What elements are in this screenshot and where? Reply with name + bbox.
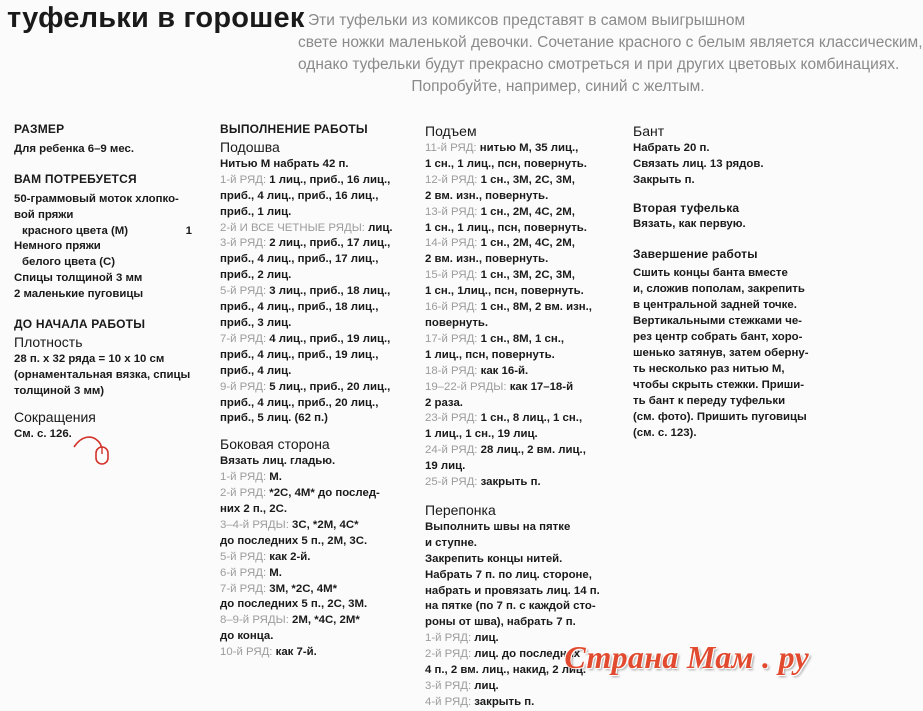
row-text: 5 лиц., приб., 20 лиц., xyxy=(266,380,391,393)
lift-line xyxy=(425,332,615,348)
lift-line xyxy=(425,364,615,380)
row-text: 1 лиц., 1 сн., 19 лиц. xyxy=(425,428,538,441)
row-label: 7-й РЯД: xyxy=(220,582,267,595)
lift-line xyxy=(425,252,615,268)
row-text: приб., 5 лиц. (62 п.) xyxy=(220,412,328,425)
side-line xyxy=(220,470,416,486)
side-instructions xyxy=(220,454,416,661)
sole-line xyxy=(220,268,416,284)
finishing-line: в центральной задней точке. xyxy=(633,299,797,312)
sole-subheading: Подошва xyxy=(220,138,280,155)
materials-line: 2 маленькие пуговицы xyxy=(14,288,144,301)
size-heading: РАЗМЕР xyxy=(14,122,65,136)
row-label: 17-й РЯД: xyxy=(425,332,478,345)
lift-line xyxy=(425,411,615,427)
row-text: 1 сн., 1 лиц., псн, повернуть. xyxy=(425,221,587,234)
lift-line xyxy=(425,236,615,252)
density-subheading: Плотность xyxy=(14,333,83,350)
row-text: приб., 1 лиц. xyxy=(220,205,292,218)
work-heading: ВЫПОЛНЕНИЕ РАБОТЫ xyxy=(220,122,368,136)
sole-line xyxy=(220,221,416,237)
materials-yarn-red: красного цвета (М) xyxy=(22,224,129,237)
lift-line xyxy=(425,157,615,173)
row-text: лиц. xyxy=(471,632,499,645)
row-text: 1 сн., 1лиц., псн, повернуть. xyxy=(425,285,584,298)
second-shoe-heading: Вторая туфелька xyxy=(633,200,740,215)
strap-line xyxy=(425,520,615,536)
row-label: 2-й РЯД: xyxy=(220,487,267,500)
strap-line xyxy=(425,568,615,584)
side-line xyxy=(220,613,416,629)
row-text: приб., 3 лиц. xyxy=(220,316,292,329)
row-text: и ступне. xyxy=(425,536,477,549)
row-label: 23-й РЯД: xyxy=(425,412,478,425)
strap-line xyxy=(425,536,615,552)
lift-line xyxy=(425,427,615,443)
row-text: 1 сн., 3М, 2С, 3М, xyxy=(477,173,575,186)
row-text: как 16-й. xyxy=(477,364,529,377)
row-label: 16-й РЯД: xyxy=(425,301,478,314)
row-label: 13-й РЯД: xyxy=(425,205,478,218)
lift-instructions xyxy=(425,141,615,491)
side-line xyxy=(220,566,416,582)
finishing-heading: Завершение работы xyxy=(633,246,758,261)
lift-line xyxy=(425,475,615,491)
strap-line xyxy=(425,615,615,631)
side-line xyxy=(220,645,416,661)
finishing-line: рез центр собрать бант, хоро- xyxy=(633,331,803,344)
row-label: 6-й РЯД: xyxy=(220,566,267,579)
row-text: приб., 2 лиц. xyxy=(220,269,292,282)
density-line: (орнаментальная вязка, спицы xyxy=(14,368,191,381)
lift-line xyxy=(425,173,615,189)
row-text: Выполнить швы на пятке xyxy=(425,520,571,533)
row-label: 18-й РЯД: xyxy=(425,364,478,377)
row-text: приб., 4 лиц., приб., 18 лиц., xyxy=(220,301,379,314)
row-text: М. xyxy=(266,471,282,484)
lift-line xyxy=(425,205,615,221)
finishing-line: и, сложив пополам, закрепить xyxy=(633,283,805,296)
sole-line xyxy=(220,205,416,221)
row-text: лиц. до последних xyxy=(471,648,581,661)
lift-line xyxy=(425,396,615,412)
lift-line xyxy=(425,141,615,157)
row-text: 1 сн., 2М, 4С, 2М, xyxy=(477,205,575,218)
row-text: 1 сн., 8 лиц., 1 сн., xyxy=(477,412,583,425)
finishing-line: Сшить концы банта вместе xyxy=(633,267,788,280)
sole-line xyxy=(220,364,416,380)
materials-line xyxy=(14,224,192,240)
row-text: на пятке (по 7 п. с каждой сто- xyxy=(425,600,596,613)
row-text: до последних 5 п., 2С, 3М. xyxy=(220,598,368,611)
row-text: как 2-й. xyxy=(266,550,311,563)
finishing-line: чтобы скрыть стежки. Приши- xyxy=(633,378,805,391)
row-text: 2М, *4С, 2М* xyxy=(288,614,360,627)
row-text: 4 лиц., приб., 19 лиц., xyxy=(266,332,391,345)
side-line xyxy=(220,534,416,550)
row-text: 3М, *2С, 4М* xyxy=(266,582,338,595)
row-text: 3С, *2М, 4С* xyxy=(288,518,359,531)
finishing-line: ть бант к переду туфельки xyxy=(633,394,786,407)
sole-line xyxy=(220,411,416,427)
row-label: 1-й РЯД: xyxy=(220,173,267,186)
row-text: них 2 п., 2С. xyxy=(220,503,287,516)
sole-line xyxy=(220,284,416,300)
row-label: 3–4-й РЯДЫ: xyxy=(220,518,289,531)
second-shoe-text: Вязать, как первую. xyxy=(633,217,746,230)
row-label: 2-й РЯД: xyxy=(425,648,472,661)
intro-line: однако туфельки будут прекрасно смотреться и при других цветовых комбинациях. xyxy=(298,56,900,73)
sole-line xyxy=(220,316,416,332)
row-text: до последних 5 п., 2М, 3С. xyxy=(220,534,368,547)
row-label: 12-й РЯД: xyxy=(425,173,478,186)
density-line: 28 п. х 32 ряда = 10 х 10 см xyxy=(14,352,165,365)
row-label: 10-й РЯД: xyxy=(220,646,273,659)
row-text: приб., 4 лиц., приб., 17 лиц., xyxy=(220,253,379,266)
materials-quantity: 1 xyxy=(185,224,192,237)
row-label: 8–9-й РЯДЫ: xyxy=(220,614,289,627)
row-label: 2-й И ВСЕ ЧЕТНЫЕ РЯДЫ: xyxy=(220,221,365,234)
row-text: Закрепить концы нитей. xyxy=(425,552,563,565)
row-label: 3-й РЯД: xyxy=(425,680,472,692)
row-text: 1 лиц., приб., 16 лиц., xyxy=(266,173,391,186)
strap-line xyxy=(425,679,615,695)
row-text: лиц. xyxy=(471,680,499,692)
column-bow-finish xyxy=(633,122,813,441)
materials-line: 50-граммовый моток хлопко- xyxy=(14,192,179,205)
row-label: 9-й РЯД: xyxy=(220,380,267,393)
lift-line xyxy=(425,380,615,396)
row-text: 1 сн., 3М, 2С, 3М, xyxy=(477,269,575,282)
bow-line: Связать лиц. 13 рядов. xyxy=(633,157,764,170)
strap-subheading: Перепонка xyxy=(425,501,496,518)
row-text: 1 сн., 2М, 4С, 2М, xyxy=(477,237,575,250)
row-label: 25-й РЯД: xyxy=(425,476,478,489)
row-text: 2 лиц., приб., 17 лиц., xyxy=(266,237,391,250)
side-line xyxy=(220,454,416,470)
side-line xyxy=(220,582,416,598)
row-text: повернуть. xyxy=(425,316,489,329)
bow-line: Закрыть п. xyxy=(633,173,695,186)
side-line xyxy=(220,486,416,502)
sole-line xyxy=(220,236,416,252)
side-line xyxy=(220,518,416,534)
row-text: Набрать 7 п. по лиц. стороне, xyxy=(425,568,592,581)
row-text: приб., 4 лиц., приб., 16 лиц., xyxy=(220,189,379,202)
row-text: закрыть п. xyxy=(471,695,535,708)
column-lift-strap xyxy=(425,122,615,711)
page-title: туфельки в горошек xyxy=(7,2,305,34)
column-size-materials xyxy=(14,122,210,443)
row-label: 24-й РЯД: xyxy=(425,444,478,457)
materials-line: вой пряжи xyxy=(14,208,74,221)
row-label: 14-й РЯД: xyxy=(425,237,478,250)
finishing-instructions xyxy=(633,266,813,441)
sole-line xyxy=(220,332,416,348)
row-text: Нитью М набрать 42 п. xyxy=(220,157,349,170)
row-label: 7-й РЯД: xyxy=(220,332,267,345)
intro-line: Эти туфельки из комиксов представят в самом выигрышном xyxy=(308,12,746,29)
abbreviations-link[interactable]: См. с. 126. xyxy=(14,427,72,440)
side-line xyxy=(220,502,416,518)
intro-line: свете ножки маленькой девочки. Сочетание красного с белым является классическим, xyxy=(298,34,923,51)
row-text: как 7-й. xyxy=(272,646,317,659)
intro-text xyxy=(298,10,923,98)
row-text: 2 раза. xyxy=(425,396,463,409)
finishing-line: (см. фото). Пришить пуговицы xyxy=(633,410,807,423)
bow-line: Набрать 20 п. xyxy=(633,142,710,154)
row-text: 2 вм. изн., повернуть. xyxy=(425,253,549,266)
row-label: 15-й РЯД: xyxy=(425,269,478,282)
row-text: 28 лиц., 2 вм. лиц., xyxy=(477,444,586,457)
lift-line xyxy=(425,300,615,316)
side-line xyxy=(220,597,416,613)
row-text: 4 п., 2 вм. лиц., накид, 2 лиц. xyxy=(425,664,587,677)
density-line: толщиной 3 мм) xyxy=(14,384,105,397)
row-text: Вязать лиц. гладью. xyxy=(220,455,336,468)
bow-subheading: Бант xyxy=(633,123,665,139)
row-text: приб., 4 лиц., приб., 19 лиц., xyxy=(220,348,379,361)
row-text: лиц. xyxy=(364,221,393,234)
row-label: 19–22-й РЯДЫ: xyxy=(425,380,507,393)
row-label: 1-й РЯД: xyxy=(425,632,472,645)
finishing-line: шенько затянув, затем оберну- xyxy=(633,346,809,359)
sole-line xyxy=(220,396,416,412)
size-text: Для ребенка 6–9 мес. xyxy=(14,142,135,155)
side-line xyxy=(220,629,416,645)
row-label: 3-й РЯД: xyxy=(220,237,267,250)
row-text: до конца. xyxy=(220,630,274,643)
lift-line xyxy=(425,443,615,459)
lift-line xyxy=(425,189,615,205)
finishing-line: Вертикальными стежками че- xyxy=(633,315,802,328)
row-text: роны от шва), набрать 7 п. xyxy=(425,616,576,629)
row-text: как 17–18-й xyxy=(506,380,574,393)
row-label: 11-й РЯД: xyxy=(425,142,477,154)
finishing-line: ть несколько раз нитью М, xyxy=(633,362,785,375)
finishing-line: (см. с. 123). xyxy=(633,426,697,439)
row-text: приб., 4 лиц., приб., 20 лиц., xyxy=(220,396,379,409)
strap-line xyxy=(425,599,615,615)
sole-line xyxy=(220,252,416,268)
before-start-heading: ДО НАЧАЛА РАБОТЫ xyxy=(14,317,146,332)
row-text: *2С, 4М* до послед- xyxy=(266,487,380,500)
sole-line xyxy=(220,189,416,205)
sole-line xyxy=(220,300,416,316)
side-subheading: Боковая сторона xyxy=(220,436,330,453)
sole-instructions xyxy=(220,157,416,427)
row-text: 19 лиц. xyxy=(425,460,466,473)
row-label: 1-й РЯД: xyxy=(220,471,267,484)
intro-line: Попробуйте, например, синий с желтым. xyxy=(411,78,705,95)
lift-line xyxy=(425,268,615,284)
row-text: М. xyxy=(266,566,282,579)
abbreviations-subheading: Сокращения xyxy=(14,408,96,425)
lift-line xyxy=(425,284,615,300)
lift-line xyxy=(425,316,615,332)
row-text: 1 лиц., псн, повернуть. xyxy=(425,348,555,361)
row-label: 4-й РЯД: xyxy=(425,695,472,708)
lift-line xyxy=(425,459,615,475)
row-text: 1 сн., 8М, 2 вм. изн., xyxy=(477,301,592,314)
column-sole-side xyxy=(220,122,416,661)
sole-line xyxy=(220,157,416,173)
row-label: 5-й РЯД: xyxy=(220,550,267,563)
sole-line xyxy=(220,380,416,396)
side-line xyxy=(220,550,416,566)
lift-line xyxy=(425,348,615,364)
row-text: 1 сн., 8М, 1 сн., xyxy=(477,332,565,345)
site-watermark: Страна Мам . ру xyxy=(564,639,809,675)
sole-line xyxy=(220,173,416,189)
strap-instructions xyxy=(425,520,615,711)
row-text: закрыть п. xyxy=(477,476,541,489)
sole-line xyxy=(220,348,416,364)
lift-line xyxy=(425,221,615,237)
row-text: набрать и провязать лиц. 14 п. xyxy=(425,584,600,597)
strap-line xyxy=(425,552,615,568)
lift-subheading: Подъем xyxy=(425,123,477,139)
row-text: 2 вм. изн., повернуть. xyxy=(425,189,549,202)
strap-line xyxy=(425,695,615,711)
row-text: 1 сн., 1 лиц., псн, повернуть. xyxy=(425,157,587,170)
materials-heading: ВАМ ПОТРЕБУЕТСЯ xyxy=(14,171,137,186)
row-label: 5-й РЯД: xyxy=(220,285,267,298)
row-text: приб., 4 лиц. xyxy=(220,364,292,377)
row-text: нитью М, 35 лиц., xyxy=(476,142,579,154)
materials-line: Спицы толщиной 3 мм xyxy=(14,272,143,285)
strap-line xyxy=(425,584,615,600)
row-text: 3 лиц., приб., 18 лиц., xyxy=(266,285,391,298)
mouse-cursor-icon xyxy=(72,429,122,465)
materials-line: белого цвета (С) xyxy=(22,256,116,269)
materials-line: Немного пряжи xyxy=(14,240,101,253)
